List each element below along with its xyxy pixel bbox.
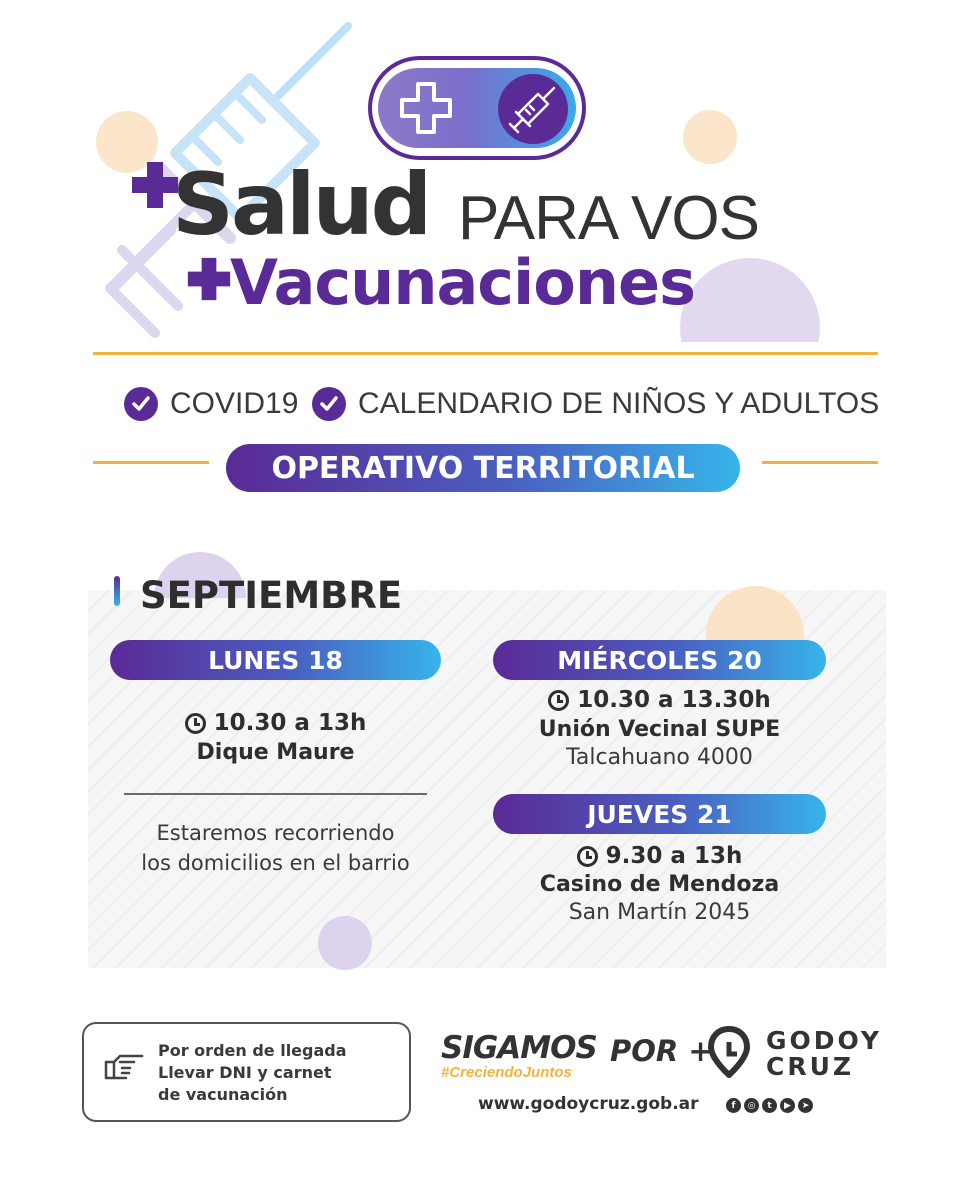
month-marker [114,576,120,606]
website-link[interactable]: www.godoycruz.gob.ar [478,1094,699,1114]
event-note-line2: los domicilios en el barrio [141,851,410,875]
event-place: Dique Maure [196,740,355,765]
sigamos-text: SIGAMOS [441,1030,597,1066]
decor-semicircle-lilac [680,258,820,398]
brand-line1: GODOY [766,1026,882,1055]
clock-icon [577,846,598,867]
hashtag-text: #CreciendoJuntos [441,1064,572,1081]
info-line3: de vacunación [158,1085,288,1104]
godoy-cruz-logo-icon [708,1026,750,1078]
brand-line2: CRUZ [766,1052,855,1081]
event-place: Casino de Mendoza [539,872,780,897]
event-separator [124,793,427,795]
clock-icon [185,713,206,734]
check-calendario [312,387,879,421]
info-text [158,1040,347,1106]
check-label: CALENDARIO DE NIÑOS Y ADULTOS [358,387,880,420]
brand-name [766,1028,882,1080]
check-label: COVID19 [170,387,299,420]
event-time-text: 9.30 a 13h [605,843,743,869]
day-pill-miercoles: MIÉRCOLES 20 [493,640,826,680]
check-covid [124,387,298,421]
event-address: Talcahuano 4000 [566,745,753,770]
event-note [100,818,451,878]
event-place: Unión Vecinal SUPE [538,717,781,742]
event-time-text: 10.30 a 13h [213,710,367,736]
decor-circle-lilac-2 [318,916,372,970]
event-time [493,843,826,869]
info-line1: Por orden de llegada [158,1041,347,1060]
telegram-icon[interactable]: ➤ [798,1098,813,1113]
event-time [493,687,826,713]
instagram-icon[interactable]: ◎ [744,1098,759,1113]
info-line2: Llevar DNI y carnet [158,1063,332,1082]
decor-circle-peach-right [683,110,737,164]
youtube-icon[interactable]: ▶ [780,1098,795,1113]
check-icon [124,387,158,421]
event-time-text: 10.30 a 13.30h [577,687,771,713]
day-pill-jueves: JUEVES 21 [493,794,826,834]
divider-left [93,461,209,464]
purple-plus-icon-2 [186,256,232,302]
por-plus-text: POR + [610,1034,713,1068]
event-address: San Martín 2045 [568,900,751,925]
twitter-icon[interactable]: t [762,1098,777,1113]
divider-top [93,352,878,355]
event-note-line1: Estaremos recorriendo [156,821,395,845]
event-time [110,710,441,736]
operativo-banner: OPERATIVO TERRITORIAL [226,444,740,492]
title-salud: Salud [172,155,430,255]
clock-icon [548,690,569,711]
day-pill-lunes: LUNES 18 [110,640,441,680]
pointing-hand-icon [104,1050,146,1084]
syringe-icon [508,84,558,134]
title-vacunaciones: Vacunaciones [230,246,695,319]
divider-right [762,461,878,464]
facebook-icon[interactable]: f [726,1098,741,1113]
plus-cross-icon [398,80,454,136]
month-title: SEPTIEMBRE [140,574,403,617]
title-para-vos: PARA VOS [458,184,759,253]
social-icons [726,1098,813,1113]
check-icon [312,387,346,421]
